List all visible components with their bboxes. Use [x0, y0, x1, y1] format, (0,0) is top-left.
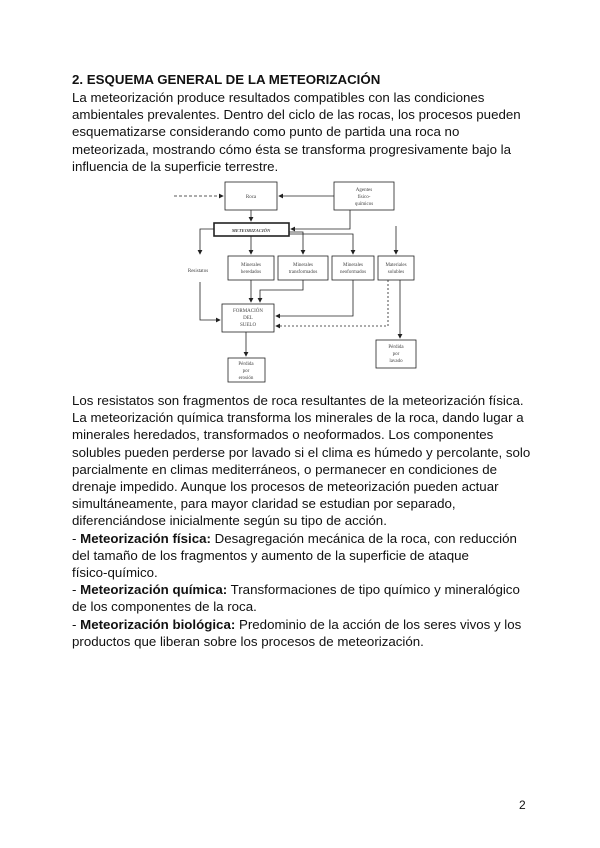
label-resistatos: Resistatos	[187, 269, 209, 274]
label-heredados: heredados	[240, 270, 262, 275]
label-neoformados: neoformados	[339, 270, 367, 275]
label-solubles: solubles	[387, 270, 405, 275]
arrow-to-neoformados	[289, 234, 353, 254]
text-line: influencia de la superficie terrestre.	[72, 158, 279, 174]
list-item-biologica: - Meteorización biológica: Predominio de la acción de los seres vivos y los	[72, 616, 522, 632]
text-line: físico-químico.	[72, 565, 158, 581]
label-perdida-erosion: por	[242, 369, 250, 374]
page-number: 2	[519, 798, 526, 812]
label-heredados: Minerales	[241, 263, 261, 268]
text-line: de los componentes de la roca.	[72, 599, 257, 615]
arrow-solubles-suelo	[276, 280, 388, 326]
arrow-transformados-suelo	[260, 280, 303, 302]
text-line: drenaje impedido. Aunque los procesos de meteorización pueden actuar	[72, 479, 499, 495]
label-agentes: Agentes	[355, 188, 373, 193]
text-line: del tamaño de los fragmentos y aumento de la superficie de ataque	[72, 547, 469, 563]
label-agentes: físico-	[357, 195, 371, 200]
arrow-to-resistatos	[200, 229, 214, 254]
text-line: Predominio de la acción de los seres vivos y los	[235, 616, 522, 632]
label-transformados: Minerales	[293, 263, 313, 268]
box-heredados	[228, 256, 274, 280]
text-line: La meteorización química transforma los minerales de la roca, dando lugar a	[72, 410, 524, 426]
arrow-resistatos-suelo	[200, 282, 220, 320]
label-perdida-erosion: Pérdida	[238, 362, 254, 367]
label-transformados: transformados	[288, 270, 318, 275]
term: Meteorización física:	[80, 530, 211, 546]
weathering-diagram	[174, 180, 420, 386]
body-paragraph	[72, 392, 532, 650]
text-line: minerales heredados, transformados o neoformados. Los componentes	[72, 427, 494, 443]
intro-paragraph	[72, 89, 532, 175]
text-line: esquematizarse considerando como punto de partida una roca no	[72, 124, 460, 140]
label-suelo: SUELO	[239, 323, 257, 328]
label-perdida-lavado: por	[392, 352, 400, 357]
box-transformados	[278, 256, 328, 280]
text-line: solubles pueden perderse por lavado si el clima es húmedo y percolante, solo	[72, 444, 531, 460]
box-neoformados	[332, 256, 374, 280]
list-item-fisica: - Meteorización física: Desagregación mecánica de la roca, con reducción	[72, 530, 517, 546]
label-solubles: Materiales	[385, 263, 407, 268]
arrow-agentes-meteor	[291, 210, 350, 229]
label-neoformados: Minerales	[343, 263, 363, 268]
text-line: ambientales prevalentes. Dentro del ciclo de las rocas, los procesos pueden	[72, 107, 521, 123]
box-solubles	[378, 256, 414, 280]
text-line: parcialmente en climas mediterráneos, o permanecer en condiciones de	[72, 461, 497, 477]
section-title: 2. ESQUEMA GENERAL DE LA METEORIZACIÓN	[72, 72, 381, 87]
arrow-to-transformados	[289, 232, 303, 254]
text-line: simultáneamente, para mayor claridad se estudian por separado,	[72, 496, 456, 512]
text-line: diferenciándose inicialmente según su tipo de acción.	[72, 513, 387, 529]
text-line: La meteorización produce resultados compatibles con las condiciones	[72, 90, 485, 105]
label-roca: Roca	[245, 195, 257, 200]
label-suelo: FORMACIÓN	[232, 309, 264, 314]
label-perdida-lavado: Pérdida	[388, 345, 404, 350]
term: Meteorización química:	[80, 582, 228, 598]
arrow-neoformados-suelo	[276, 280, 353, 316]
text-line: Desagregación mecánica de la roca, con reducción	[210, 530, 517, 546]
label-perdida-erosion: erosión	[238, 376, 254, 381]
label-agentes: químicos	[354, 202, 374, 207]
text-line: Los resistatos son fragmentos de roca resultantes de la meteorización física.	[72, 393, 524, 408]
label-meteorizacion: METEORIZACIÓN	[231, 228, 271, 233]
label-perdida-lavado: lavado	[389, 359, 403, 364]
text-line: productos que liberan sobre los procesos de meteorización.	[72, 633, 424, 649]
text-line: Transformaciones de tipo químico y mineralógico	[227, 582, 520, 598]
text-line: meteorizada, mostrando cómo ésta se transforma progresivamente bajo la	[72, 141, 512, 157]
term: Meteorización biológica:	[80, 616, 236, 632]
label-suelo: DEL	[243, 316, 253, 321]
list-item-quimica: - Meteorización química: Transformaciones de tipo químico y mineralógico	[72, 582, 520, 598]
